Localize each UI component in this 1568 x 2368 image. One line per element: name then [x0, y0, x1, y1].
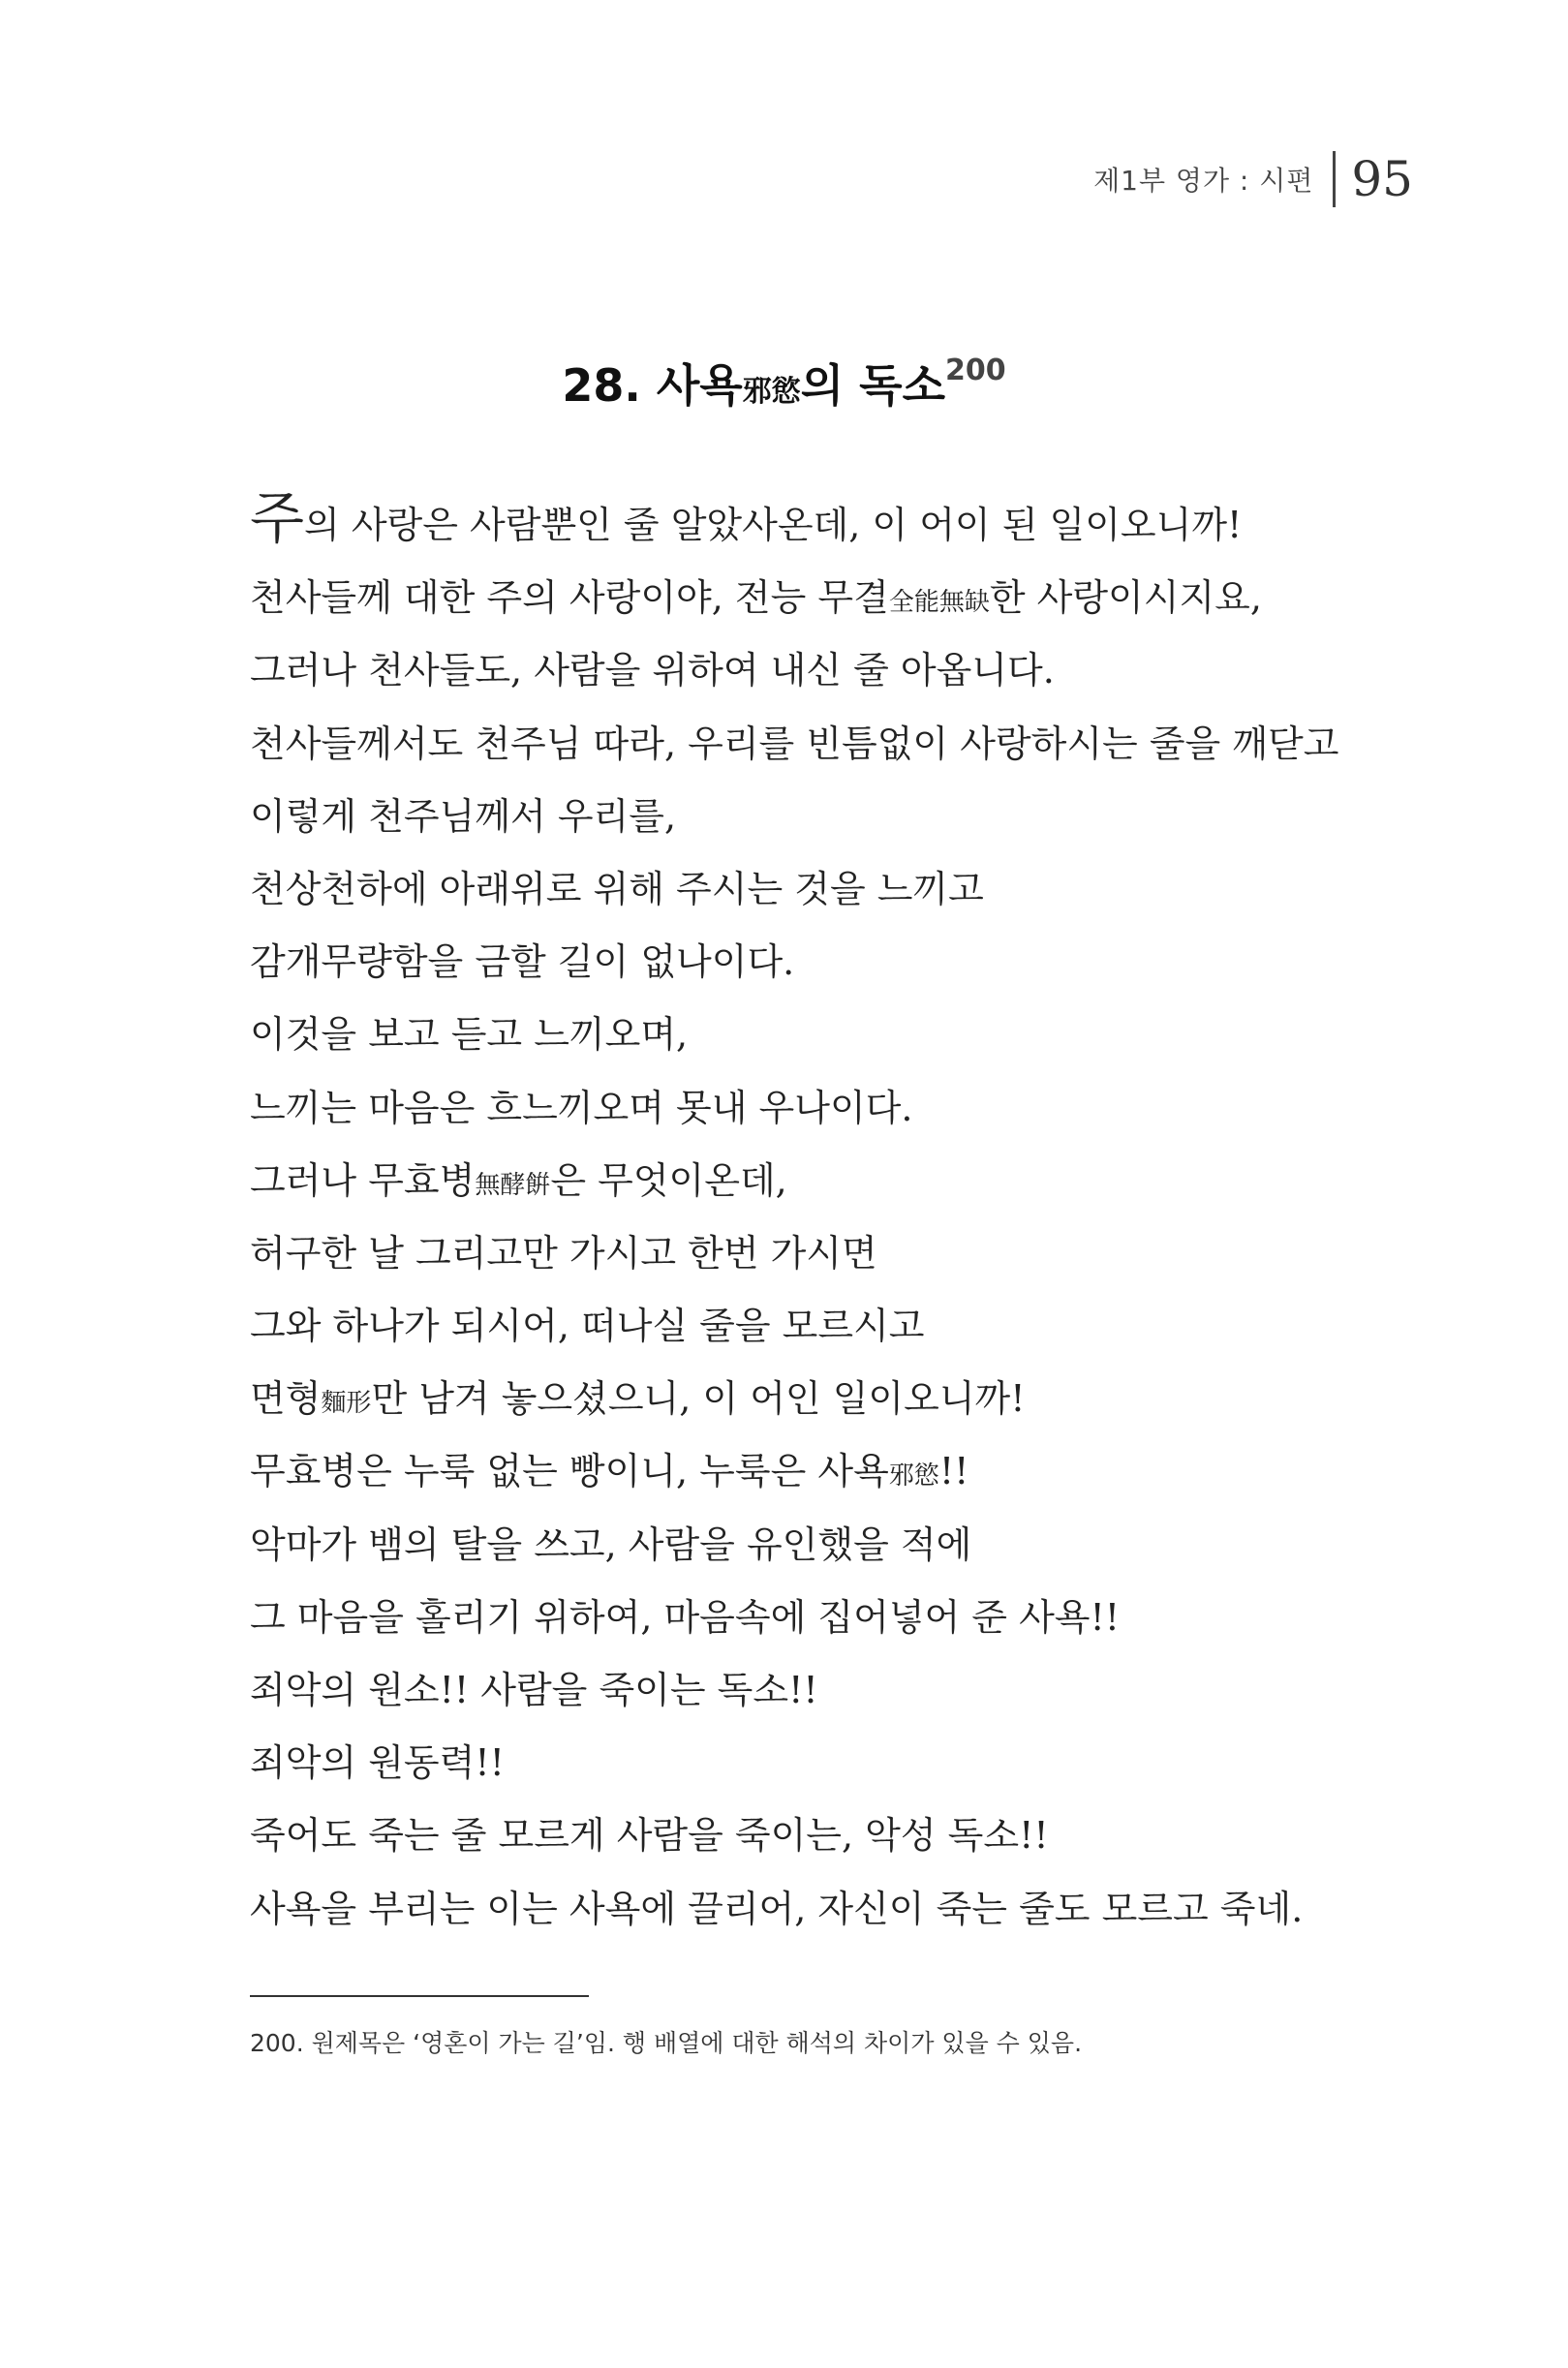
running-head-divider: [1333, 151, 1336, 207]
footnote-rule: [250, 1995, 589, 1997]
title-main: 28. 사욕: [562, 359, 743, 412]
poem-line-5: 이렇게 천주님께서 우리를,: [250, 794, 677, 838]
poem-line-2-hanja: 全能無缺: [888, 588, 990, 618]
poem-line-4: 천사들께서도 천주님 따라, 우리를 빈틈없이 사랑하시는 줄을 깨닫고: [250, 722, 1339, 765]
drop-cap: 주: [250, 485, 305, 551]
poem-line-1-text: 의 사랑은 사람뿐인 줄 알았사온데, 이 어이 된 일이오니까!: [304, 504, 1243, 546]
poem-line-2-a: 천사들께 대한 주의 사랑이야, 전능 무결: [250, 576, 889, 620]
poem-line-20: 사욕을 부리는 이는 사욕에 끌리어, 자신이 죽는 줄도 모르고 죽네.: [250, 1887, 1304, 1930]
running-head-section: 제1부 영가 : 시편: [1093, 165, 1314, 197]
title-rest: 의 독소: [800, 359, 946, 412]
poem-line-10-hanja: 無酵餠: [475, 1170, 551, 1200]
poem-line-18: 죄악의 원동력!!: [250, 1741, 505, 1785]
poem-line-11: 허구한 날 그리고만 가시고 한번 가시면: [250, 1231, 877, 1275]
page-number: 95: [1351, 151, 1413, 207]
poem-line-1: [250, 485, 1412, 562]
poem-line-14-hanja: 邪慾: [888, 1461, 939, 1492]
poem-line-2-b: 한 사랑이시지요,: [989, 576, 1262, 620]
poem-body: [250, 485, 1412, 1946]
poem-line-6: 천상천하에 아래위로 위해 주시는 것을 느끼고: [250, 867, 984, 910]
title-footnote-ref: 200: [945, 353, 1006, 387]
poem-line-13-hanja: 麵形: [321, 1389, 372, 1419]
poem-line-16: 그 마음을 홀리기 위하여, 마음속에 집어넣어 준 사욕!!: [250, 1595, 1121, 1639]
poem-line-10: [250, 1145, 1412, 1217]
poem-line-13-a: 면형: [250, 1377, 322, 1421]
poem-line-2: [250, 562, 1412, 634]
poem-title: [0, 351, 1568, 415]
poem-line-14-b: !!: [938, 1450, 969, 1493]
poem-line-8: 이것을 보고 듣고 느끼오며,: [250, 1013, 689, 1057]
poem-line-14: [250, 1435, 1412, 1508]
poem-line-7: 감개무량함을 금할 길이 없나이다.: [250, 940, 795, 984]
poem-line-14-a: 무효병은 누룩 없는 빵이니, 누룩은 사욕: [250, 1450, 889, 1493]
poem-line-10-b: 은 무엇이온데,: [550, 1158, 787, 1202]
poem-line-17: 죄악의 원소!! 사람을 죽이는 독소!!: [250, 1669, 818, 1711]
poem-line-12: 그와 하나가 되시어, 떠나실 줄을 모르시고: [250, 1305, 925, 1348]
running-head: [1093, 145, 1413, 213]
title-hanja: 邪慾: [742, 375, 801, 409]
poem-line-13-b: 만 남겨 놓으셨으니, 이 어인 일이오니까!: [371, 1377, 1026, 1421]
poem-line-15: 악마가 뱀의 탈을 쓰고, 사람을 유인했을 적에: [250, 1522, 972, 1566]
poem-line-3: 그러나 천사들도, 사람을 위하여 내신 줄 아옵니다.: [250, 649, 1055, 692]
poem-line-13: [250, 1363, 1412, 1435]
poem-line-10-a: 그러나 무효병: [250, 1158, 476, 1202]
poem-line-9: 느끼는 마음은 흐느끼오며 못내 우나이다.: [250, 1086, 913, 1129]
footnote: 200. 원제목은 ‘영혼이 가는 길’임. 행 배열에 대한 해석의 차이가 있을 수 있음.: [250, 2029, 1083, 2057]
poem-line-19: 죽어도 죽는 줄 모르게 사람을 죽이는, 악성 독소!!: [250, 1814, 1049, 1858]
